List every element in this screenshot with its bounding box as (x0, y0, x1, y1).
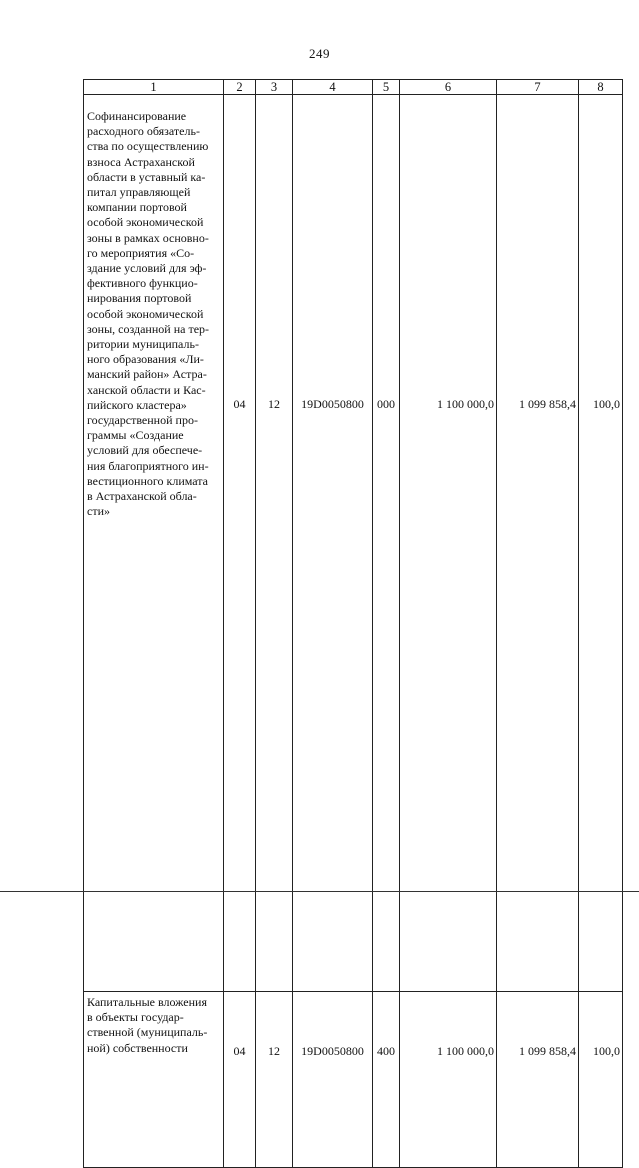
execution-percent: 100,0 (579, 95, 623, 992)
column-header: 4 (293, 80, 373, 95)
column-header: 6 (400, 80, 497, 95)
table-row (84, 992, 623, 1168)
subsection-code: 12 (256, 95, 293, 992)
expense-type-code: 400 (373, 992, 400, 1168)
target-article-code: 19D0050800 (293, 992, 373, 1168)
row-description: Софинансирование расходного обязатель- ства по осуществлению взноса Астраханской области в уставный ка- питал управляющей компании портовой особой экономической зоны в рамках основно- го мероприятия «Со- здание условий для эф- фективного функцио- нирования портовой особой экономической зоны, созданной на тер- ритории муниципаль- ного образования «Ли- манский район» Астра- ханской области и Кас- пийского кластера» государственной про- граммы «Создание условий для обеспече- ния благоприятного ин- вестиционного климата в Астраханской обла- сти» (84, 95, 224, 992)
subsection-code: 12 (256, 992, 293, 1168)
column-header: 3 (256, 80, 293, 95)
column-header: 1 (84, 80, 224, 95)
table-row (84, 95, 623, 992)
section-code: 04 (224, 95, 256, 992)
column-header: 8 (579, 80, 623, 95)
column-header: 7 (497, 80, 579, 95)
section-code: 04 (224, 992, 256, 1168)
expense-type-code: 000 (373, 95, 400, 992)
executed-amount: 1 099 858,4 (497, 992, 579, 1168)
row-description: Капитальные вложения в объекты государ- ственной (муниципаль- ной) собственности (84, 992, 224, 1168)
table-header-row (84, 80, 623, 95)
column-header: 2 (224, 80, 256, 95)
target-article-code: 19D0050800 (293, 95, 373, 992)
page-number: 249 (309, 46, 330, 61)
bottom-rule (0, 891, 639, 892)
planned-amount: 1 100 000,0 (400, 992, 497, 1168)
column-header: 5 (373, 80, 400, 95)
executed-amount: 1 099 858,4 (497, 95, 579, 992)
planned-amount: 1 100 000,0 (400, 95, 497, 992)
execution-percent: 100,0 (579, 992, 623, 1168)
budget-table (83, 79, 623, 1168)
